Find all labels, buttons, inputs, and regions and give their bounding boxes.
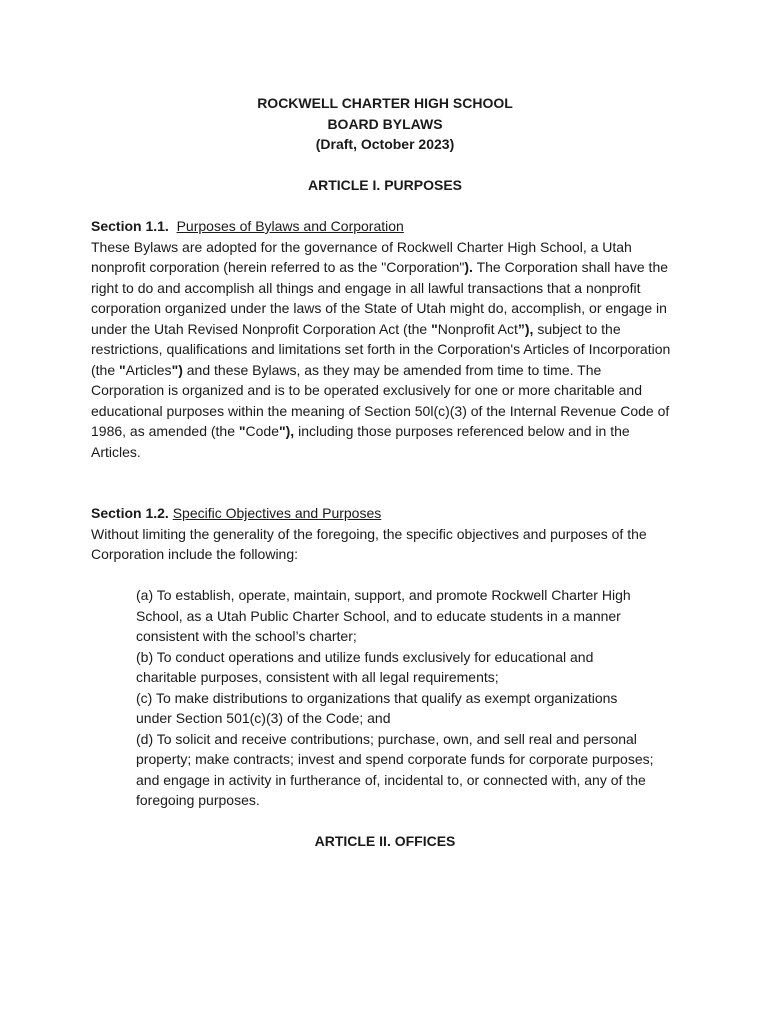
draft-date: (Draft, October 2023): [315, 136, 455, 152]
section-1-1-text-7: Code: [245, 423, 279, 439]
section-1-1-text-1b: ).: [464, 259, 473, 275]
section-1-2-intro: Without limiting the generality of the foregoing, the specific objectives and purposes of the Corporation include the following:: [91, 525, 647, 562]
list-item: (c) To make distributions to organizations that qualify as exempt organizations under Section 501(c)(3) of the Code; and: [136, 689, 618, 726]
section-1-1-text-2: The Corporation shall have the right to do and accomplish all things and engage in all lawful transactions that a nonprofit corporation organized under the laws of the State of Utah might do, accomplish, or engage in under the Utah Revised Nonprofit Corporation Act (the: [91, 259, 669, 337]
list-item: (b) To conduct operations and utilize funds exclusively for educational and charitable purposes, consistent with all legal requirements;: [136, 648, 594, 685]
section-1-1-text-8: including those purposes referenced below and in the Articles.: [91, 423, 630, 460]
article-2-heading: ARTICLE II. OFFICES: [314, 833, 456, 849]
section-1-1-text-2b: ": [431, 320, 438, 337]
section-1-2-label: Section 1.2.: [91, 505, 169, 521]
section-1-1-title: Purposes of Bylaws and Corporation: [176, 218, 404, 234]
list-item: (a) To establish, operate, maintain, support, and promote Rockwell Charter High School, as a Utah Public Charter School, and to educate students in a manner consistent with the school’s charter;: [136, 587, 631, 644]
section-1-2: [91, 503, 671, 565]
section-1-1-text-3b: ”),: [517, 320, 534, 337]
document-title: BOARD BYLAWS: [327, 115, 443, 132]
section-1-1-label: Section 1.1.: [91, 218, 169, 234]
section-1-2-paragraph: [91, 503, 671, 565]
section-1-1-text-1: These Bylaws are adopted for the governance of Rockwell Charter High School, a Utah nonprofit corporation (herein referred to as the "Corporation": [91, 238, 632, 275]
section-1-2-title: Specific Objectives and Purposes: [172, 505, 382, 521]
section-1-1: [91, 216, 671, 462]
section-1-1-text-7b: "),: [279, 423, 295, 439]
article-1-heading: ARTICLE I. PURPOSES: [307, 177, 463, 193]
section-1-1-text-6: and these Bylaws, as they may be amended from time to time. The Corporation is organized and is to be operated exclusively for one or more charitable and educational purposes within the meaning of Section 50l(c)(3) of the Internal Revenue Code of 1986, as amended (the: [91, 361, 670, 439]
document-title-block: [0, 93, 770, 155]
section-1-1-paragraph: [91, 216, 671, 462]
section-1-1-text-3: Nonprofit Act: [437, 320, 518, 337]
objectives-list: [136, 585, 656, 811]
section-1-1-text-5b: "): [171, 361, 183, 378]
section-1-1-text-6b: ": [238, 423, 246, 439]
section-1-1-text-4b: ": [119, 361, 126, 378]
section-1-1-text-4: subject to the restrictions, qualifications and limitations set forth in the Corporation's Articles of Incorporation (the: [91, 320, 671, 378]
school-name: ROCKWELL CHARTER HIGH SCHOOL: [257, 95, 513, 111]
list-item: (d) To solicit and receive contributions; purchase, own, and sell real and personal property; make contracts; invest and spend corporate funds for corporate purposes; and engage in activity in furtherance of, incidental to, or connected with, any of the foregoing purposes.: [136, 730, 654, 808]
section-1-1-text-5: Articles: [125, 361, 172, 378]
